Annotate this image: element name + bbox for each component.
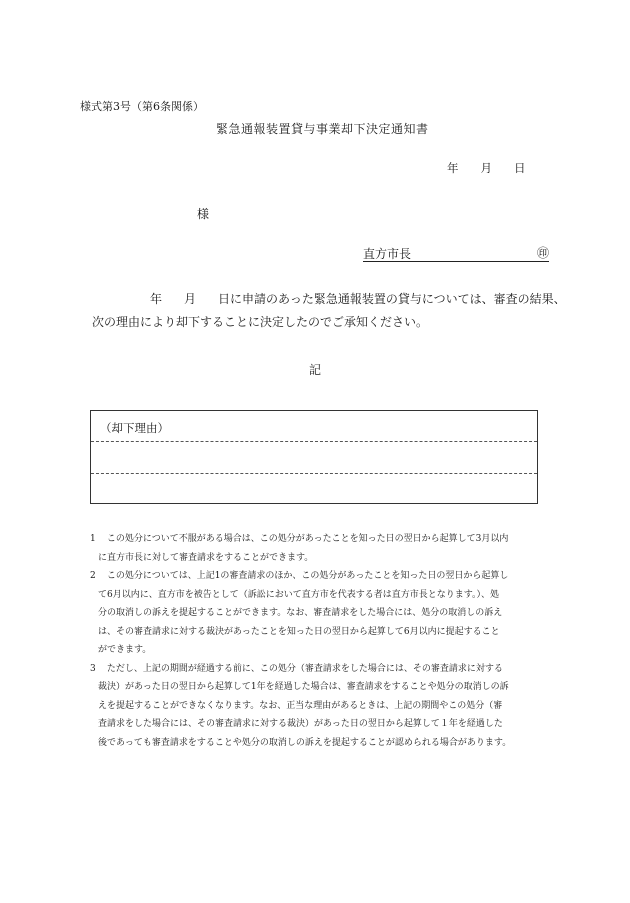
note-2-line-4: は、その審査請求に対する裁決があったことを知った日の翌日から起算して6月以内に提起すること	[98, 626, 500, 637]
document-title: 緊急通報装置貸与事業却下決定通知書	[216, 122, 429, 136]
notes-section	[90, 530, 511, 752]
body-line-1-text: 日に申請のあった緊急通報装置の貸与については、審査の結果、	[218, 292, 566, 306]
reason-label: （却下理由）	[100, 421, 169, 435]
recipient-honorific: 様	[197, 207, 210, 221]
reason-dashed-line	[91, 473, 537, 474]
note-number: 2	[90, 571, 96, 581]
note-text: この処分について不服がある場合は、この処分があったことを知った日の翌日から起算して3月以内	[106, 534, 509, 544]
date-line	[447, 160, 526, 176]
seal-mark: ㊞	[536, 246, 549, 260]
reason-dashed-line	[91, 441, 537, 442]
note-3-line-3: えを提起することができなくなります。なお、正当な理由があるときは、上記の期間やこの処分（審	[98, 700, 503, 711]
note-2-line-2: て6月以内に、直方市を被告として（訴訟において直方市を代表する者は直方市長となります。）、処	[98, 589, 500, 600]
body-year: 年	[150, 292, 163, 306]
note-number: 1	[90, 534, 96, 544]
reason-box	[90, 410, 538, 504]
body-month: 月	[184, 292, 197, 306]
note-2-line-1	[90, 567, 511, 586]
ki-heading: 記	[309, 363, 322, 377]
issuer-name: 直方市長	[363, 247, 412, 261]
note-3-line-2: 裁決）があった日の翌日から起算して1年を経過した場合は、審査請求をすることや処分の取消しの訴	[98, 682, 509, 692]
body-line-1	[92, 290, 566, 307]
note-text: ただし、上記の期間が経過する前に、この処分（審査請求をした場合には、その審査請求に対する	[106, 663, 503, 674]
note-1-line-1	[90, 530, 511, 549]
note-2-line-3: 分の取消しの訴えを提起することができます。なお、審査請求をした場合には、処分の取消しの訴え	[98, 608, 503, 618]
note-3-line-5: 後であっても審査請求をすることや処分の取消しの訴えを提起することが認められる場合があります。	[98, 737, 512, 748]
date-year: 年	[447, 161, 459, 175]
note-3-line-1	[90, 660, 511, 679]
note-2-line-5: ができます。	[98, 645, 152, 655]
date-month: 月	[480, 161, 492, 175]
note-3-line-4: 査請求をした場合には、その審査請求に対する裁決）があった日の翌日から起算して１年を経過した	[98, 719, 503, 729]
body-line-2: 次の理由により却下することに決定したのでご承知ください。	[92, 315, 429, 329]
note-number: 3	[90, 663, 96, 674]
note-1-line-2: に直方市長に対して審査請求をすることができます。	[98, 552, 314, 563]
form-number: 様式第3号（第6条関係）	[80, 100, 204, 113]
issuer-line	[363, 245, 549, 262]
note-text: この処分については、上記1の審査請求のほか、この処分があったことを知った日の翌日から起算し	[106, 571, 509, 581]
date-day: 日	[514, 161, 526, 175]
